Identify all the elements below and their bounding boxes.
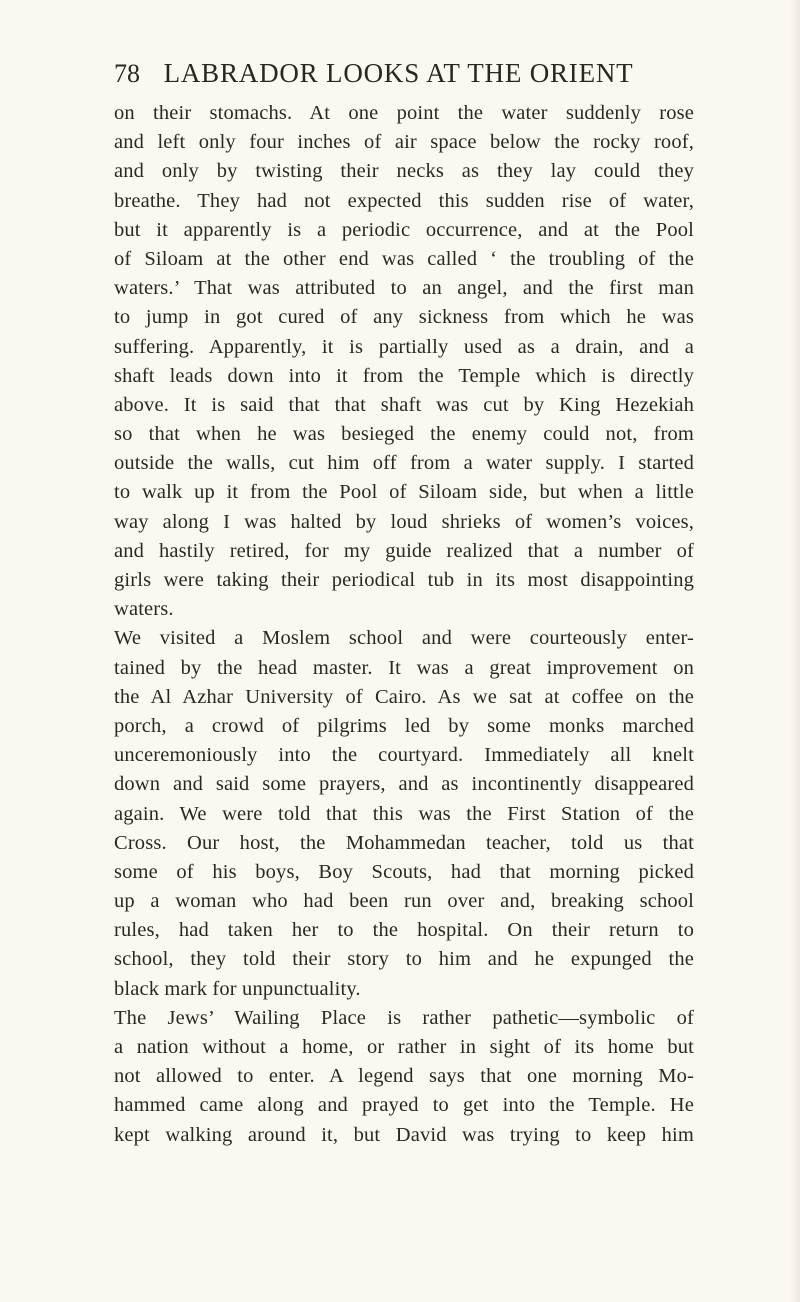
text-line: to walk up it from the Pool of Siloam side, but when a little (114, 481, 694, 504)
page-number: 78 (114, 59, 140, 88)
text-line: to jump in got cured of any sickness from which he was (114, 306, 694, 329)
text-line: shaft leads down into it from the Temple which is directly (114, 364, 694, 387)
text-line: waters.’ That was attributed to an angel, and the first man (114, 277, 694, 300)
text-line: on their stomachs. At one point the water suddenly rose (114, 102, 694, 124)
text-line: waters. (114, 598, 174, 621)
paragraph (114, 624, 694, 1003)
text-line: of Siloam at the other end was called ‘ the troubling of the (114, 247, 694, 270)
text-line: up a woman who had been run over and, breaking school (114, 890, 694, 913)
text-line: rules, had taken her to the hospital. On their return to (114, 919, 694, 942)
text-line: some of his boys, Boy Scouts, had that morning picked (114, 860, 694, 883)
page-edge-shadow (790, 0, 800, 1302)
text-line: Cross. Our host, the Mohammedan teacher, told us that (114, 831, 694, 854)
page-header (114, 58, 694, 92)
text-line: a nation without a home, or rather in sight of its home but (114, 1036, 694, 1058)
text-line: not allowed to enter. A legend says that one morning Mo- (114, 1065, 694, 1088)
text-line: black mark for unpunctuality. (114, 977, 361, 1000)
text-line: and hastily retired, for my guide realized that a number of (114, 539, 694, 562)
text-line: porch, a crowd of pilgrims led by some monks marched (114, 714, 694, 737)
paragraph (114, 99, 694, 624)
text-line: and left only four inches of air space below the rocky roof, (114, 131, 694, 154)
text-line: the Al Azhar University of Cairo. As we sat at coffee on the (114, 685, 694, 708)
text-line: down and said some prayers, and as incontinently disappeared (114, 773, 694, 796)
text-line: so that when he was besieged the enemy could not, from (114, 423, 694, 446)
text-line: breathe. They had not expected this sudden rise of water, (114, 189, 694, 212)
text-line: and only by twisting their necks as they lay could they (114, 160, 694, 183)
text-line: outside the walls, cut him off from a water supply. I started (114, 452, 694, 475)
text-line: kept walking around it, but David was trying to keep him (114, 1123, 694, 1146)
text-line: unceremoniously into the courtyard. Immediately all knelt (114, 744, 694, 767)
text-line: hammed came along and prayed to get into the Temple. He (114, 1094, 694, 1117)
body-text (114, 99, 694, 1150)
text-line: suffering. Apparently, it is partially used as a drain, and a (114, 335, 694, 358)
text-line: tained by the head master. It was a great improvement on (114, 656, 694, 679)
text-line: girls were taking their periodical tub in its most disappointing (114, 569, 694, 591)
text-line: way along I was halted by loud shrieks of women’s voices, (114, 510, 694, 533)
text-line: but it apparently is a periodic occurrence, and at the Pool (114, 218, 694, 241)
text-line: We visited a Moslem school and were courteously enter- (114, 627, 694, 650)
text-line: The Jews’ Wailing Place is rather pathetic—symbolic of (114, 1006, 694, 1029)
paragraph (114, 1004, 694, 1150)
text-line: school, they told their story to him and he expunged the (114, 948, 694, 971)
text-line: above. It is said that that shaft was cut by King Hezekiah (114, 393, 694, 416)
running-head: LABRADOR LOOKS AT THE ORIENT (163, 58, 634, 88)
text-line: again. We were told that this was the First Station of the (114, 802, 694, 825)
